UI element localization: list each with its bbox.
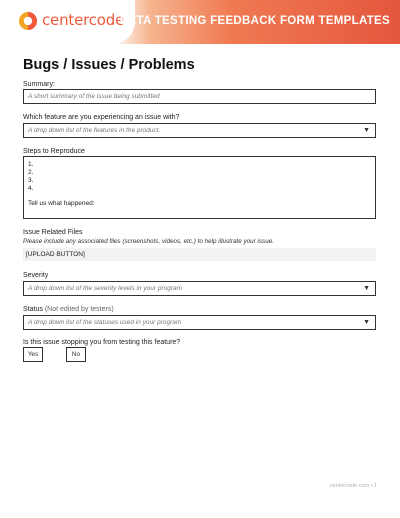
centercode-logo-icon: [18, 11, 38, 31]
chevron-down-icon: ▼: [363, 127, 370, 134]
summary-label: Summary:: [23, 81, 55, 88]
feature-placeholder: A drop down list of the features in the product.: [28, 127, 161, 134]
step-line: 2.: [28, 169, 34, 176]
step-line: 4.: [28, 185, 34, 192]
summary-input[interactable]: [23, 89, 376, 104]
status-label-text: Status: [23, 306, 43, 313]
page-title: Bugs / Issues / Problems: [23, 57, 195, 73]
footer: [330, 483, 377, 489]
status-label: [23, 306, 114, 313]
upload-label: [UPLOAD BUTTON]: [26, 251, 85, 258]
upload-button[interactable]: [23, 248, 376, 261]
files-note: Please include any associated files (screenshots, videos, etc.) to help illustrate your issue.: [23, 238, 274, 245]
files-label: Issue Related Files: [23, 229, 83, 236]
blocking-label: Is this issue stopping you from testing this feature?: [23, 339, 181, 346]
steps-textarea[interactable]: [23, 156, 376, 219]
tell-us-text: Tell us what happened:: [28, 200, 95, 207]
header-title: BETA TESTING FEEDBACK FORM TEMPLATES: [120, 15, 390, 27]
status-select[interactable]: [23, 315, 376, 330]
severity-select[interactable]: [23, 281, 376, 296]
page-number: 1: [373, 483, 377, 489]
step-line: 1.: [28, 161, 34, 168]
status-note: (Not edited by testers): [44, 306, 114, 313]
yes-button[interactable]: Yes: [23, 347, 43, 362]
step-line: 3.: [28, 177, 34, 184]
chevron-down-icon: ▼: [363, 319, 370, 326]
no-button[interactable]: No: [66, 347, 86, 362]
steps-label: Steps to Reproduce: [23, 148, 85, 155]
footer-separator: •: [370, 483, 373, 489]
logo-text: centercode: [42, 11, 125, 29]
chevron-down-icon: ▼: [363, 285, 370, 292]
header-banner: [0, 0, 400, 44]
severity-label: Severity: [23, 272, 49, 279]
severity-placeholder: A drop down list of the severity levels in your program: [28, 285, 183, 292]
feature-select[interactable]: [23, 123, 376, 138]
logo: [0, 0, 135, 44]
status-placeholder: A drop down list of the statuses used in your program: [28, 319, 182, 326]
footer-site: centercode.com: [329, 483, 369, 489]
summary-placeholder: A short summary of the issue being submitted: [28, 93, 160, 100]
feature-label: Which feature are you experiencing an issue with?: [23, 114, 180, 121]
